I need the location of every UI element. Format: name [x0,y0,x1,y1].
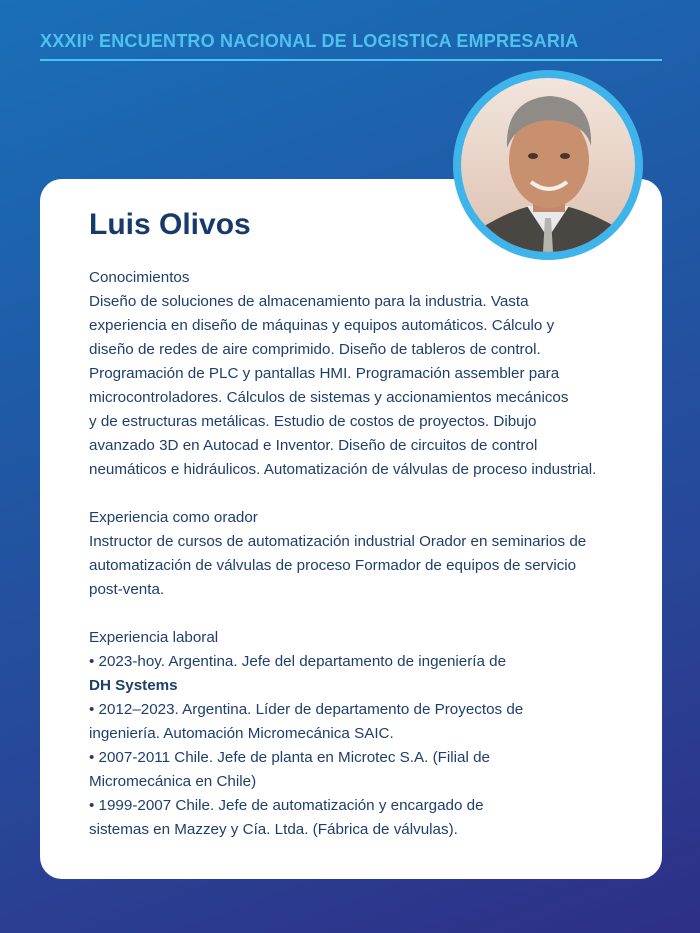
section-heading: Experiencia laboral [89,629,219,646]
bio-line: • 2023-hoy. Argentina. Jefe del departamento de ingeniería de [89,653,507,670]
bio-line: Programación de PLC y pantallas HMI. Programación assembler para [89,365,560,382]
company-name: DH Systems [89,677,178,694]
bio-content [89,266,649,866]
bio-line: microcontroladores. Cálculos de sistemas y accionamientos mecánicos [89,389,569,406]
avatar [453,70,643,260]
header-divider [40,59,662,61]
bio-line: neumáticos e hidráulicos. Automatización de válvulas de proceso industrial. [89,461,597,478]
portrait-photo [461,78,635,252]
section-conocimientos [89,266,649,482]
bio-line: avanzado 3D en Autocad e Inventor. Diseño de circuitos de control [89,437,538,454]
bio-line: experiencia en diseño de máquinas y equipos automáticos. Cálculo y [89,317,555,334]
bio-line: • 1999-2007 Chile. Jefe de automatización y encargado de [89,797,484,814]
bio-line: automatización de válvulas de proceso Formador de equipos de servicio [89,557,577,574]
bio-line: Instructor de cursos de automatización industrial Orador en seminarios de [89,533,587,550]
event-title: XXXIIº ENCUENTRO NACIONAL DE LOGISTICA EMPRESARIA [40,31,579,51]
bio-line: y de estructuras metálicas. Estudio de costos de proyectos. Dibujo [89,413,537,430]
section-orador [89,506,649,602]
section-heading: Conocimientos [89,269,190,286]
bio-line: Diseño de soluciones de almacenamiento para la industria. Vasta [89,293,529,310]
bio-line: sistemas en Mazzey y Cía. Ltda. (Fábrica de válvulas). [89,821,458,838]
bio-line: diseño de redes de aire comprimido. Diseño de tableros de control. [89,341,541,358]
bio-line: • 2007-2011 Chile. Jefe de planta en Microtec S.A. (Filial de [89,749,490,766]
bio-line: Micromecánica en Chile) [89,773,257,790]
section-laboral [89,626,649,842]
bio-line: ingeniería. Automación Micromecánica SAIC. [89,725,394,742]
section-heading: Experiencia como orador [89,509,258,526]
bio-line: post-venta. [89,581,165,598]
bio-line: • 2012–2023. Argentina. Líder de departamento de Proyectos de [89,701,524,718]
speaker-name: Luis Olivos [89,208,251,241]
